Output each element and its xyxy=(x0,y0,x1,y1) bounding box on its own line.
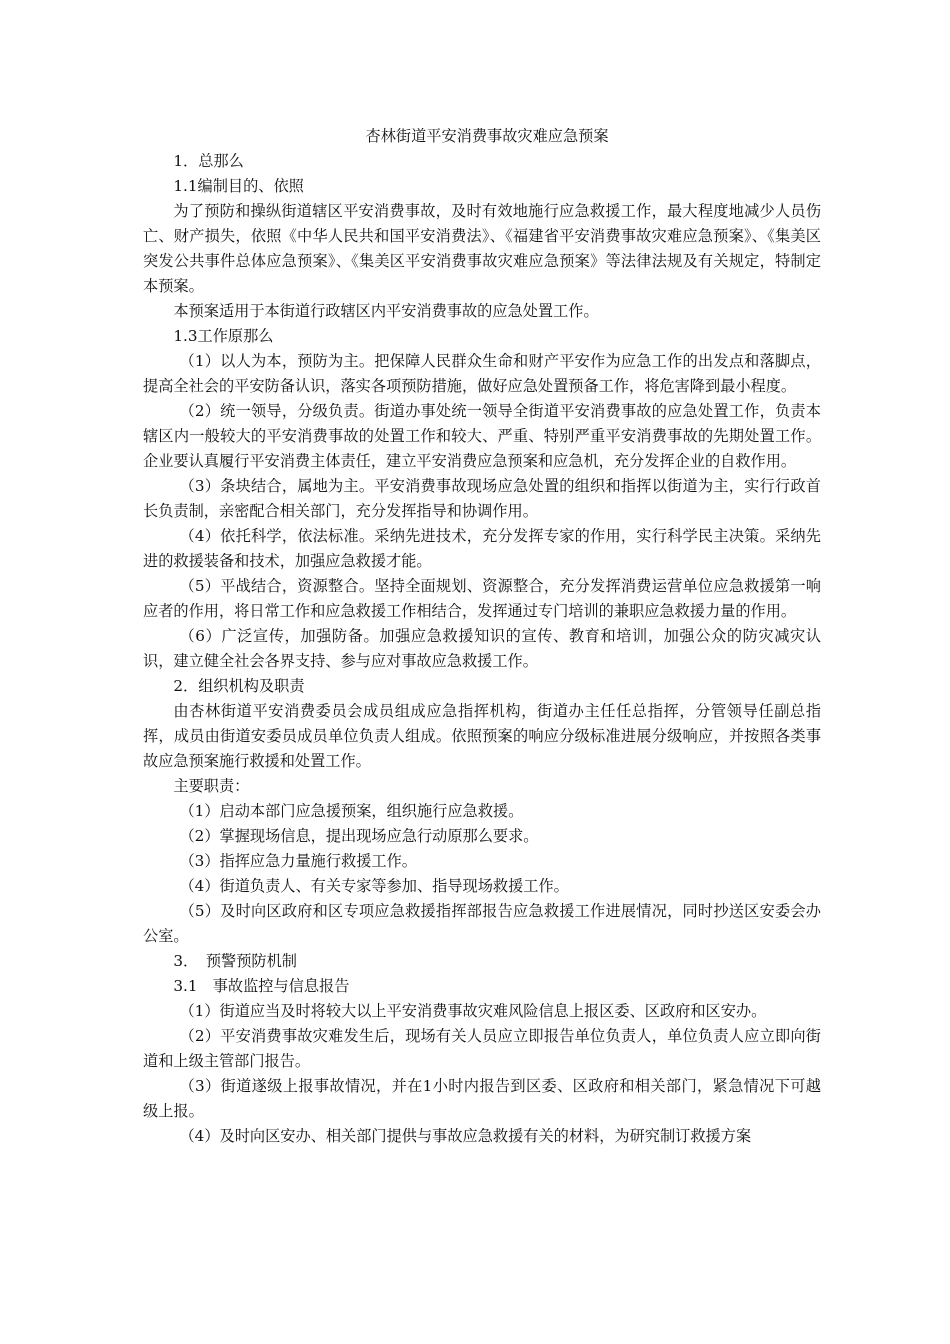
paragraph-scope: 本预案适用于本街道行政辖区内平安消费事故的应急处置工作。 xyxy=(173,302,599,320)
duty-item: （2）掌握现场信息，提出现场应急行动原那么要求。 xyxy=(179,827,539,845)
monitoring-item: （2）平安消费事故灾难发生后，现场有关人员应立即报告单位负责人，单位负责人应立即向街道和上级主管部门报告。 xyxy=(143,1027,821,1070)
principle-item: （3）条块结合，属地为主。平安消费事故现场应急处置的组织和指挥以街道为主，实行行政首长负责制，亲密配合相关部门，充分发挥指导和协调作用。 xyxy=(143,477,821,520)
duty-item: （3）指挥应急力量施行救援工作。 xyxy=(179,852,417,870)
duty-item: （1）启动本部门应急援预案，组织施行应急救援。 xyxy=(179,802,524,820)
monitoring-item: （4）及时向区安办、相关部门提供与事故应急救援有关的材料，为研究制订救援方案 xyxy=(179,1127,752,1145)
monitoring-item: （3）街道遂级上报事故情况，并在1小时内报告到区委、区政府和相关部门，紧急情况下可越级上报。 xyxy=(143,1077,821,1120)
heading-monitoring: 3.1 事故监控与信息报告 xyxy=(173,977,350,995)
principle-item: （4）依托科学，依法标准。采纳先进技术，充分发挥专家的作用，实行科学民主决策。采纳先进的救援装备和技术，加强应急救援才能。 xyxy=(143,527,821,570)
principle-item: （6）广泛宣传，加强防备。加强应急救援知识的宣传、教育和培训，加强公众的防灾减灾认识，建立健全社会各界支持、参与应对事故应急救援工作。 xyxy=(143,627,821,670)
monitoring-item: （1）街道应当及时将较大以上平安消费事故灾难风险信息上报区委、区政府和区安办。 xyxy=(179,1002,767,1020)
heading-duties: 主要职责： xyxy=(173,777,250,795)
principle-item: （2）统一领导，分级负责。街道办事处统一领导全街道平安消费事故的应急处置工作，负责本辖区内一般较大的平安消费事故的处置工作和较大、严重、特别严重平安消费事故的先期处置工作。企业要认真履行平安消费主体责任，建立平安消费应急预案和应急机，充分发挥企业的自救作用。 xyxy=(143,402,821,470)
paragraph-purpose: 为了预防和操纵街道辖区平安消费事故，及时有效地施行应急救援工作，最大程度地减少人员伤亡、财产损失，依照《中华人民共和国平安消费法》、《福建省平安消费事故灾难应急预案》、《集美区突发公共事件总体应急预案》、《集美区平安消费事故灾难应急预案》等法律法规及有关规定，特制定本预案。 xyxy=(143,202,821,295)
heading-principles: 1.3工作原那么 xyxy=(173,327,274,345)
paragraph-organization: 由杏林街道平安消费委员会成员组成应急指挥机构，街道办主任任总指挥，分管领导任副总指挥，成员由街道安委员成员单位负责人组成。依照预案的响应分级标准进展分级响应，并按照各类事故应急预案施行救援和处置工作。 xyxy=(143,702,821,770)
heading-purpose: 1.1编制目的、依照 xyxy=(173,177,304,195)
duty-item: （5）及时向区政府和区专项应急救援指挥部报告应急救援工作进展情况，同时抄送区安委会办公室。 xyxy=(143,902,821,945)
principle-item: （1）以人为本，预防为主。把保障人民群众生命和财产平安作为应急工作的出发点和落脚点，提高全社会的平安防备认识，落实各项预防措施，做好应急处置预备工作，将危害降到最小程度。 xyxy=(143,352,821,395)
heading-organization: 2．组织机构及职责 xyxy=(173,677,305,695)
document-body xyxy=(143,124,821,1149)
duty-item: （4）街道负责人、有关专家等参加、指导现场救援工作。 xyxy=(179,877,569,895)
principle-item: （5）平战结合，资源整合。坚持全面规划、资源整合，充分发挥消费运营单位应急救援第一响应者的作用，将日常工作和应急救援工作相结合，发挥通过专门培训的兼职应急救援力量的作用。 xyxy=(143,577,821,620)
heading-warning: 3． 预警预防机制 xyxy=(173,952,297,970)
heading-general: 1．总那么 xyxy=(173,152,244,170)
document-title: 杏林街道平安消费事故灾难应急预案 xyxy=(365,127,609,145)
